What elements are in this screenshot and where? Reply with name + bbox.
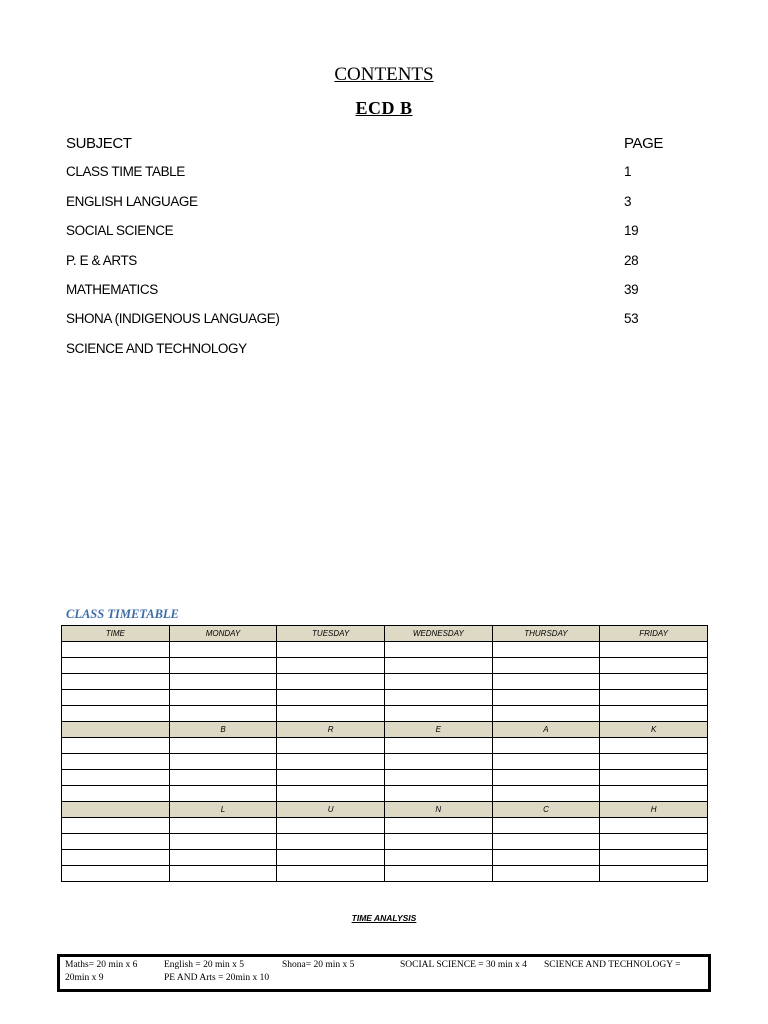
timetable-cell xyxy=(62,722,170,738)
timetable-cell xyxy=(600,690,708,706)
toc-row xyxy=(66,191,686,220)
pe-arts-allocation: PE AND Arts = 20min x 10 xyxy=(164,973,270,983)
timetable-row xyxy=(62,850,708,866)
timetable-cell xyxy=(169,754,277,770)
toc-page: 39 xyxy=(624,281,639,297)
timetable-cell xyxy=(62,802,170,818)
timetable-cell xyxy=(600,754,708,770)
timetable-cell xyxy=(492,642,600,658)
toc-header-row xyxy=(66,132,686,161)
timetable-cell xyxy=(277,754,385,770)
timetable-cell xyxy=(277,706,385,722)
timetable-cell xyxy=(62,786,170,802)
timetable-row xyxy=(62,706,708,722)
toc-page: 3 xyxy=(624,193,632,209)
shona-allocation: Shona= 20 min x 5 xyxy=(282,960,355,970)
timetable-cell xyxy=(492,850,600,866)
timetable-cell xyxy=(492,818,600,834)
timetable-header-cell: TIME xyxy=(62,626,170,642)
timetable-cell xyxy=(62,770,170,786)
timetable-cell xyxy=(492,754,600,770)
timetable-cell xyxy=(492,690,600,706)
break-row xyxy=(62,722,708,738)
timetable-title: CLASS TIMETABLE xyxy=(66,607,179,621)
timetable-letter-cell: R xyxy=(277,722,385,738)
timetable-cell xyxy=(384,850,492,866)
timetable-header-cell: THURSDAY xyxy=(492,626,600,642)
timetable-cell xyxy=(169,706,277,722)
timetable-cell xyxy=(384,834,492,850)
timetable-cell xyxy=(384,818,492,834)
timetable-cell xyxy=(384,690,492,706)
timetable-row xyxy=(62,818,708,834)
timetable-cell xyxy=(492,770,600,786)
timetable-cell xyxy=(277,866,385,882)
timetable-row xyxy=(62,642,708,658)
timetable-cell xyxy=(169,818,277,834)
english-allocation: English = 20 min x 5 xyxy=(164,960,245,970)
timetable-cell xyxy=(62,658,170,674)
timetable-cell xyxy=(169,850,277,866)
timetable-letter-cell: K xyxy=(600,722,708,738)
timetable-cell xyxy=(492,786,600,802)
maths-allocation: Maths= 20 min x 6 xyxy=(65,960,138,970)
timetable-letter-cell: C xyxy=(492,802,600,818)
timetable-row xyxy=(62,738,708,754)
timetable-cell xyxy=(62,642,170,658)
timetable-cell xyxy=(600,642,708,658)
timetable-body xyxy=(62,626,708,882)
timetable-cell xyxy=(492,706,600,722)
toc-subject: SHONA (INDIGENOUS LANGUAGE) xyxy=(66,311,280,327)
timetable-header-cell: MONDAY xyxy=(169,626,277,642)
timetable-cell xyxy=(277,674,385,690)
toc-subject: P. E & ARTS xyxy=(66,252,137,268)
toc-page: 28 xyxy=(624,252,639,268)
timetable-cell xyxy=(169,866,277,882)
toc-subject: SOCIAL SCIENCE xyxy=(66,223,174,239)
timetable-header-cell: WEDNESDAY xyxy=(384,626,492,642)
timetable-letter-cell: L xyxy=(169,802,277,818)
timetable-row xyxy=(62,770,708,786)
timetable-cell xyxy=(384,674,492,690)
toc-page: 53 xyxy=(624,311,639,327)
timetable-cell xyxy=(384,658,492,674)
timetable-cell xyxy=(600,818,708,834)
toc-row xyxy=(66,161,686,190)
timetable-cell xyxy=(62,754,170,770)
timetable-cell xyxy=(600,658,708,674)
timetable-cell xyxy=(384,866,492,882)
timetable-cell xyxy=(62,834,170,850)
timetable-cell xyxy=(600,786,708,802)
time-analysis-title: TIME ANALYSIS xyxy=(351,913,417,923)
timetable-cell xyxy=(492,658,600,674)
timetable-row xyxy=(62,866,708,882)
timetable-cell xyxy=(277,834,385,850)
timetable-cell xyxy=(384,706,492,722)
timetable-row xyxy=(62,658,708,674)
toc-subject: SCIENCE AND TECHNOLOGY xyxy=(66,340,247,356)
timetable-cell xyxy=(169,834,277,850)
timetable-cell xyxy=(600,850,708,866)
timetable-cell xyxy=(62,738,170,754)
timetable-cell xyxy=(600,738,708,754)
timetable-cell xyxy=(169,770,277,786)
subject-header: SUBJECT xyxy=(66,135,132,152)
timetable-cell xyxy=(384,738,492,754)
science-tech-allocation: SCIENCE AND TECHNOLOGY = xyxy=(544,960,681,970)
timetable-cell xyxy=(169,658,277,674)
timetable-letter-cell: B xyxy=(169,722,277,738)
toc-row xyxy=(66,279,686,308)
toc-row xyxy=(66,250,686,279)
timetable-cell xyxy=(277,690,385,706)
timetable-cell xyxy=(169,674,277,690)
timetable-cell xyxy=(169,738,277,754)
timetable-letter-cell: A xyxy=(492,722,600,738)
timetable-cell xyxy=(384,770,492,786)
timetable-cell xyxy=(600,866,708,882)
timetable-cell xyxy=(277,786,385,802)
timetable-row xyxy=(62,674,708,690)
toc-row xyxy=(66,338,686,367)
table-of-contents xyxy=(66,132,686,367)
timetable-cell xyxy=(62,866,170,882)
timetable-cell xyxy=(277,818,385,834)
timetable-header-row xyxy=(62,626,708,642)
timetable-cell xyxy=(62,690,170,706)
timetable-cell xyxy=(62,818,170,834)
class-timetable xyxy=(61,625,708,882)
timetable-cell xyxy=(277,770,385,786)
timetable-cell xyxy=(169,786,277,802)
toc-subject: MATHEMATICS xyxy=(66,281,158,297)
timetable-cell xyxy=(384,642,492,658)
timetable-header-cell: FRIDAY xyxy=(600,626,708,642)
timetable-cell xyxy=(62,850,170,866)
time-analysis-box xyxy=(57,954,711,992)
timetable-letter-cell: E xyxy=(384,722,492,738)
timetable-letter-cell: U xyxy=(277,802,385,818)
timetable-letter-cell: N xyxy=(384,802,492,818)
timetable-cell xyxy=(277,642,385,658)
timetable-cell xyxy=(384,786,492,802)
toc-page: 1 xyxy=(624,164,632,180)
timetable-header-cell: TUESDAY xyxy=(277,626,385,642)
timetable-cell xyxy=(169,690,277,706)
timetable-cell xyxy=(492,866,600,882)
timetable-cell xyxy=(277,738,385,754)
timetable-row xyxy=(62,690,708,706)
toc-row xyxy=(66,308,686,337)
timetable-cell xyxy=(62,674,170,690)
toc-row xyxy=(66,220,686,249)
timetable-cell xyxy=(169,642,277,658)
timetable-cell xyxy=(492,834,600,850)
timetable-cell xyxy=(277,658,385,674)
timetable-cell xyxy=(600,674,708,690)
lunch-row xyxy=(62,802,708,818)
timetable-cell xyxy=(62,706,170,722)
timetable-cell xyxy=(384,754,492,770)
science-tech-allocation-cont: 20min x 9 xyxy=(65,973,104,983)
social-science-allocation: SOCIAL SCIENCE = 30 min x 4 xyxy=(400,960,527,970)
timetable-cell xyxy=(600,770,708,786)
class-title: ECD B xyxy=(355,98,413,118)
timetable-letter-cell: H xyxy=(600,802,708,818)
contents-title: CONTENTS xyxy=(334,64,434,85)
timetable-cell xyxy=(492,674,600,690)
page-header: PAGE xyxy=(624,135,663,152)
timetable-cell xyxy=(600,706,708,722)
toc-page: 19 xyxy=(624,223,639,239)
timetable-cell xyxy=(600,834,708,850)
toc-subject: CLASS TIME TABLE xyxy=(66,164,185,180)
timetable-row xyxy=(62,786,708,802)
timetable-cell xyxy=(492,738,600,754)
timetable-row xyxy=(62,834,708,850)
timetable-cell xyxy=(277,850,385,866)
toc-subject: ENGLISH LANGUAGE xyxy=(66,193,198,209)
timetable-row xyxy=(62,754,708,770)
